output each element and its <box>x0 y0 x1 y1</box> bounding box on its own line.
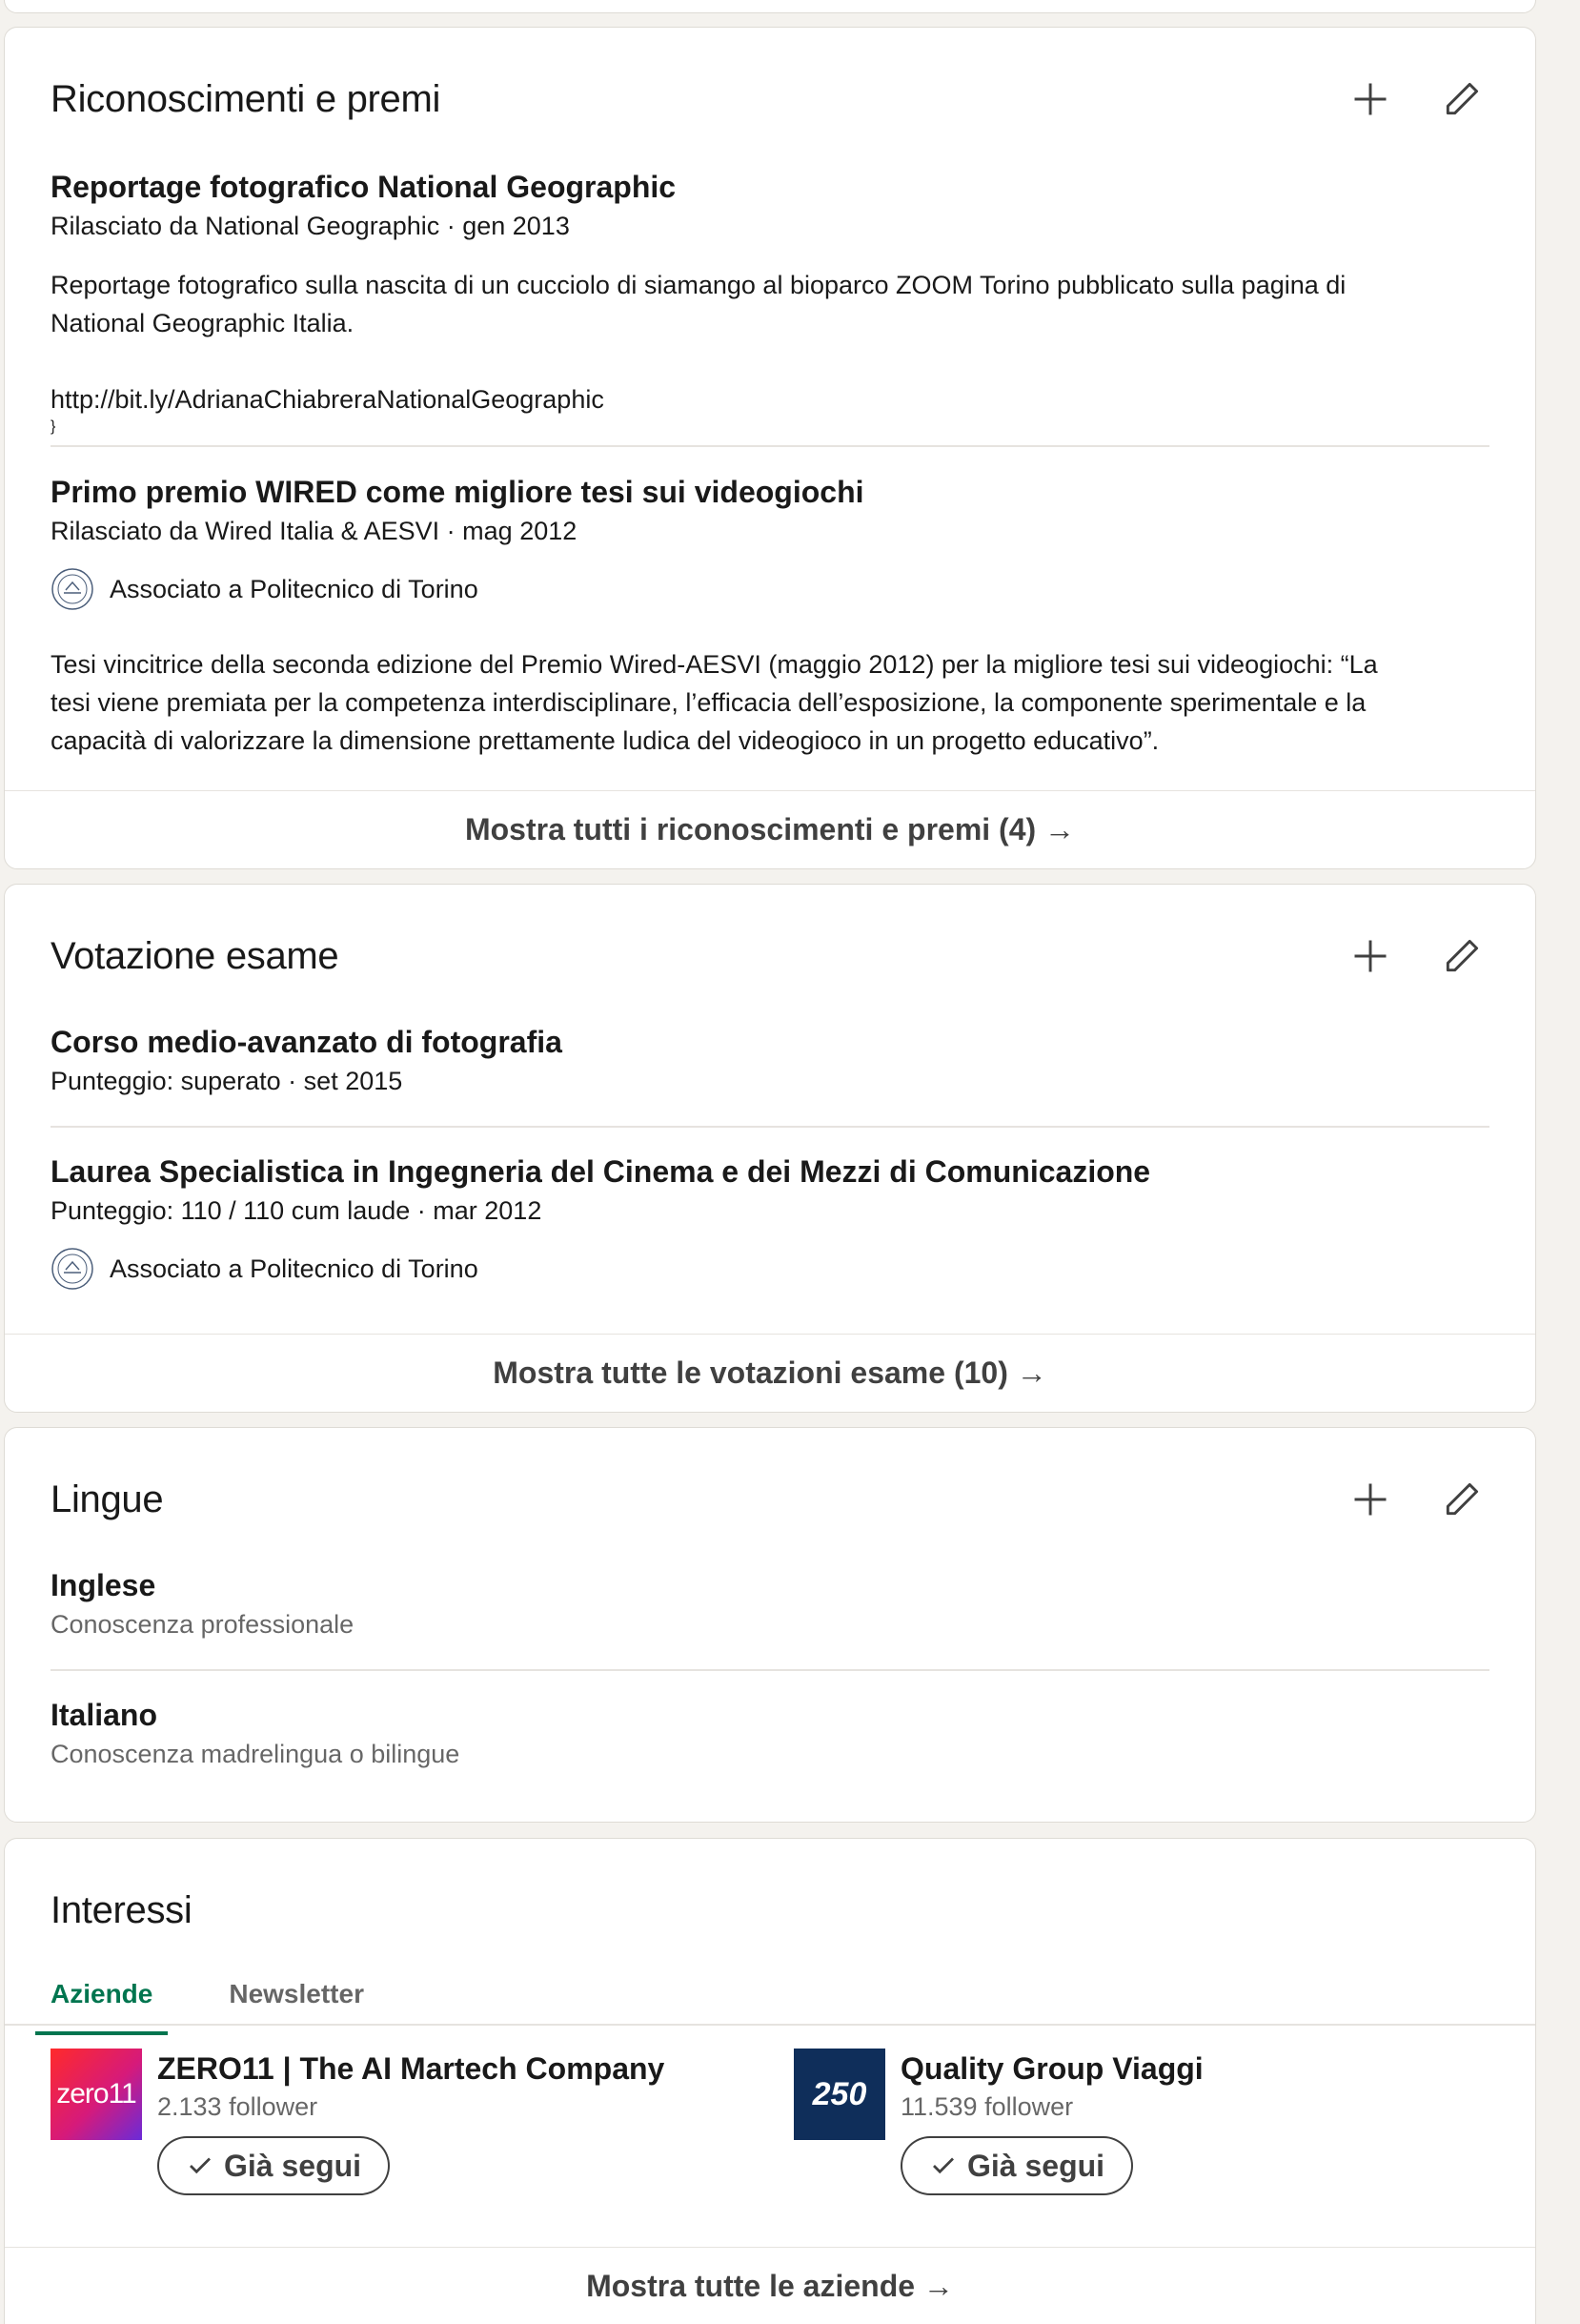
exam-title: Laurea Specialistica in Ingegneria del Cinema e dei Mezzi di Comunicazione <box>51 1154 1151 1189</box>
award-issuer: Rilasciato da National Geographic · gen 2013 <box>51 212 570 240</box>
section-title: Votazione esame <box>51 934 339 977</box>
association-label: Associato a Politecnico di Torino <box>110 574 478 603</box>
award-item <box>51 472 1489 760</box>
company-logo[interactable]: 250 <box>794 2049 885 2140</box>
company-name[interactable]: ZERO11 | The AI Martech Company <box>157 2051 665 2086</box>
award-description: National Geographic Italia. <box>51 309 354 337</box>
award-description: Tesi vincitrice della seconda edizione del Premio Wired-AESVI (maggio 2012) per la migliore tesi sui videogiochi: “La <box>51 650 1378 679</box>
exam-score: Punteggio: superato · set 2015 <box>51 1067 403 1095</box>
awards-section <box>4 27 1536 869</box>
languages-section <box>4 1427 1536 1823</box>
exam-item <box>51 1152 1489 1291</box>
award-title: Primo premio WIRED come migliore tesi sui videogiochi <box>51 475 864 509</box>
following-button-label: Già segui <box>224 2148 362 2183</box>
exam-item <box>51 1022 1489 1100</box>
language-name: Inglese <box>51 1568 156 1602</box>
company-logo[interactable]: zero11 <box>51 2049 142 2140</box>
award-description: capacità di valorizzare la dimensione prettamente ludica del videogioco in un progetto educativo”. <box>51 726 1160 755</box>
pencil-icon <box>1441 78 1483 120</box>
divider <box>51 1669 1489 1671</box>
exam-score: Punteggio: 110 / 110 cum laude · mar 2012 <box>51 1196 542 1225</box>
show-all-companies-link[interactable]: Mostra tutte le aziende → <box>5 2247 1535 2324</box>
show-all-exams-link[interactable]: Mostra tutte le votazioni esame (10) → <box>5 1334 1535 1412</box>
add-award-button[interactable] <box>1343 71 1398 127</box>
award-title: Reportage fotografico National Geographic <box>51 170 677 204</box>
following-button[interactable] <box>901 2136 1133 2195</box>
tabs-divider <box>5 2024 1535 2026</box>
following-button-label: Già segui <box>967 2148 1105 2183</box>
language-level: Conoscenza professionale <box>51 1610 354 1639</box>
check-icon <box>186 2151 214 2180</box>
divider <box>51 445 1489 447</box>
section-title: Riconoscimenti e premi <box>51 77 441 120</box>
tab-companies[interactable]: Aziende <box>35 1953 168 2035</box>
association-label: Associato a Politecnico di Torino <box>110 1254 478 1283</box>
company-followers: 2.133 follower <box>157 2092 318 2121</box>
interests-section <box>4 1838 1536 2324</box>
language-name: Italiano <box>51 1698 158 1732</box>
company-item <box>794 2049 1204 2195</box>
language-level: Conoscenza madrelingua o bilingue <box>51 1740 460 1768</box>
exam-title: Corso medio-avanzato di fotografia <box>51 1025 562 1059</box>
edit-exams-button[interactable] <box>1434 928 1489 984</box>
edit-awards-button[interactable] <box>1434 71 1489 127</box>
show-all-awards-link[interactable]: Mostra tutti i riconoscimenti e premi (4) → <box>5 790 1535 868</box>
award-description: Reportage fotografico sulla nascita di un cucciolo di siamango al bioparco ZOOM Torino pubblicato sulla pagina di <box>51 271 1347 299</box>
language-item <box>51 1565 1489 1643</box>
award-item: Reportage fotografico National Geographic Rilasciato da National Geographic · gen 2013 Reportage fotografico sulla nascita di un cucciolo di siamango al bioparco ZOOM Torino pubblicato sulla pagina di National Geographic Italia. http://bit.ly/AdrianaChiabreraNationalGeographic } <box>51 167 1489 436</box>
pencil-icon <box>1441 1478 1483 1520</box>
exams-section <box>4 884 1536 1413</box>
association[interactable] <box>51 567 1489 611</box>
plus-icon <box>1349 935 1391 977</box>
plus-icon <box>1349 1478 1391 1520</box>
add-language-button[interactable] <box>1343 1472 1398 1527</box>
divider <box>51 1126 1489 1128</box>
following-button[interactable] <box>157 2136 390 2195</box>
section-title: Interessi <box>51 1888 192 1931</box>
edit-languages-button[interactable] <box>1434 1472 1489 1527</box>
award-link[interactable]: http://bit.ly/AdrianaChiabreraNationalGeographic <box>51 385 604 414</box>
university-seal-icon <box>51 567 94 611</box>
language-item <box>51 1695 1489 1773</box>
section-title: Lingue <box>51 1478 164 1520</box>
tab-newsletter[interactable]: Newsletter <box>229 1979 364 2008</box>
company-followers: 11.539 follower <box>901 2092 1074 2121</box>
company-item <box>51 2049 664 2195</box>
check-icon <box>929 2151 958 2180</box>
plus-icon <box>1349 78 1391 120</box>
previous-section-card <box>4 0 1536 13</box>
pencil-icon <box>1441 935 1483 977</box>
university-seal-icon <box>51 1247 94 1291</box>
award-issuer: Rilasciato da Wired Italia & AESVI · mag 2012 <box>51 517 577 545</box>
company-name[interactable]: Quality Group Viaggi <box>901 2051 1204 2086</box>
award-description: tesi viene premiata per la competenza interdisciplinare, l’efficacia dell’esposizione, la componente sperimentale e la <box>51 688 1367 717</box>
add-exam-button[interactable] <box>1343 928 1398 984</box>
association[interactable] <box>51 1247 1489 1291</box>
